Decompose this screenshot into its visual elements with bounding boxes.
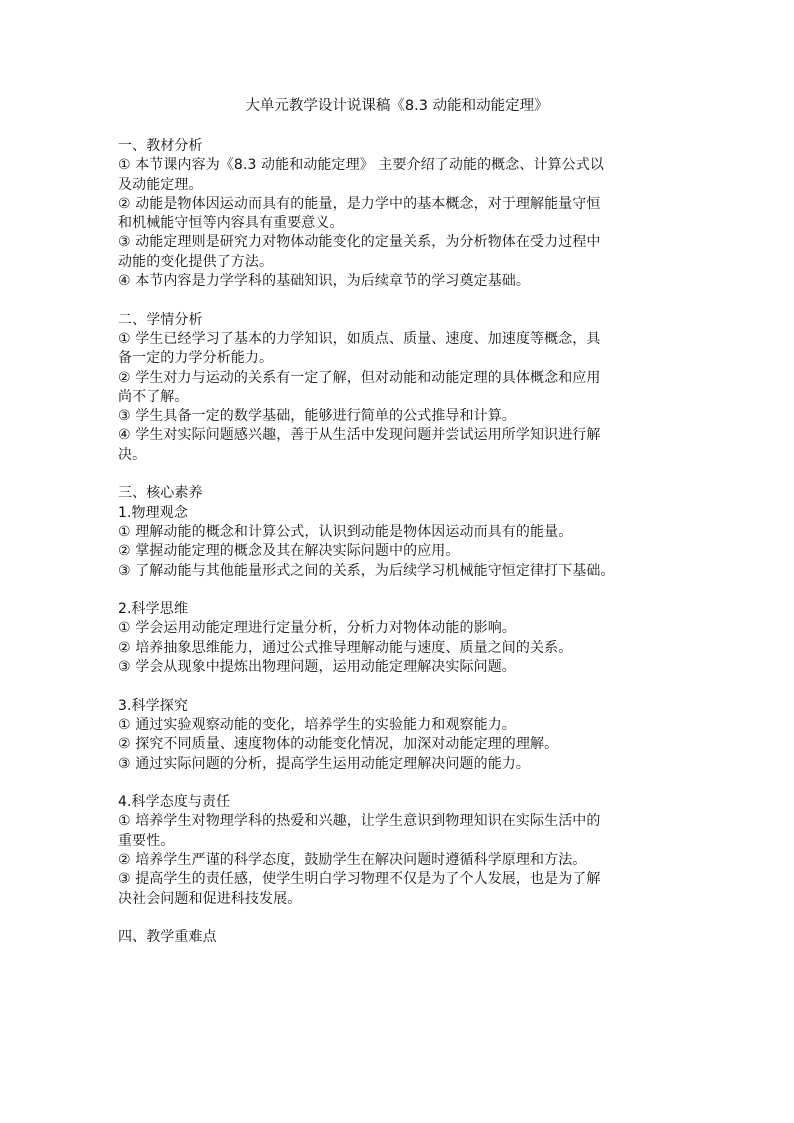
subheading-scientific-thinking: 2.科学思维	[118, 601, 188, 618]
blank-line	[118, 677, 678, 696]
blank-line	[118, 291, 678, 310]
paragraph-line: ① 学生已经学习了基本的力学知识，如质点、质量、速度、加速度等概念，具	[118, 330, 601, 347]
blank-line	[118, 465, 678, 484]
paragraph-line: ④ 学生对实际问题感兴趣，善于从生活中发现问题并尝试运用所学知识进行解	[118, 427, 601, 444]
paragraph-line: ② 探究不同质量、速度物体的动能变化情况，加深对动能定理的理解。	[118, 736, 559, 753]
paragraph-line: ① 通过实验观察动能的变化，培养学生的实验能力和观察能力。	[118, 716, 516, 733]
paragraph-line: ② 培养抽象思维能力，通过公式推导理解动能与速度、质量之间的关系。	[118, 639, 573, 656]
subheading-scientific-inquiry: 3.科学探究	[118, 697, 188, 714]
document-title: 大单元教学设计说课稿《8.3 动能和动能定理》	[245, 98, 549, 114]
paragraph-line: 备一定的力学分析能力。	[118, 350, 274, 367]
paragraph-line: ② 培养学生严谨的科学态度，鼓励学生在解决问题时遵循科学原理和方法。	[118, 851, 587, 868]
paragraph-line: ② 学生对力与运动的关系有一定了解，但对动能和动能定理的具体概念和应用	[118, 369, 601, 386]
paragraph-line: ① 学会运用动能定理进行定量分析，分析力对物体动能的影响。	[118, 620, 516, 637]
paragraph-line: ① 本节课内容为《8.3 动能和动能定理》 主要介绍了动能的概念、计算公式以	[118, 157, 604, 174]
paragraph-line: ③ 了解动能与其他能量形式之间的关系，为后续学习机械能守恒定律打下基础。	[118, 562, 615, 579]
paragraph-line: ① 培养学生对物理学科的热爱和兴趣，让学生意识到物理知识在实际生活中的	[118, 813, 601, 830]
paragraph-line: 动能的变化提供了方法。	[118, 253, 274, 270]
paragraph-line: 和机械能守恒等内容具有重要意义。	[118, 215, 344, 232]
section-heading-student-analysis: 二、学情分析	[118, 311, 203, 328]
paragraph-line: 决。	[118, 446, 147, 463]
section-heading-key-difficult-points: 四、教学重难点	[118, 929, 217, 946]
paragraph-line: ② 掌握动能定理的概念及其在解决实际问题中的应用。	[118, 543, 460, 560]
paragraph-line: ① 理解动能的概念和计算公式，认识到动能是物体因运动而具有的能量。	[118, 523, 573, 540]
document-body	[118, 137, 678, 947]
blank-line	[118, 581, 678, 600]
paragraph-line: ③ 动能定理则是研究力对物体动能变化的定量关系，为分析物体在受力过程中	[118, 234, 601, 251]
paragraph-line: ③ 学生具备一定的数学基础，能够进行简单的公式推导和计算。	[118, 408, 516, 425]
paragraph-line: 决社会问题和促进科技发展。	[118, 890, 302, 907]
subheading-scientific-attitude: 4.科学态度与责任	[118, 794, 231, 811]
paragraph-line: 尚不了解。	[118, 388, 189, 405]
paragraph-line: ④ 本节内容是力学学科的基础知识，为后续章节的学习奠定基础。	[118, 273, 530, 290]
blank-line	[118, 909, 678, 928]
subheading-physics-concept: 1.物理观念	[118, 504, 188, 521]
paragraph-line: ③ 提高学生的责任感，使学生明白学习物理不仅是为了个人发展，也是为了解	[118, 871, 601, 888]
paragraph-line: ③ 通过实际问题的分析，提高学生运用动能定理解决问题的能力。	[118, 755, 530, 772]
paragraph-line: ② 动能是物体因运动而具有的能量，是力学中的基本概念，对于理解能量守恒	[118, 195, 601, 212]
section-heading-core-literacy: 三、核心素养	[118, 485, 203, 502]
paragraph-line: 重要性。	[118, 832, 175, 849]
paragraph-line: 及动能定理。	[118, 176, 203, 193]
section-heading-teaching-material-analysis: 一、教材分析	[118, 138, 203, 154]
paragraph-line: ③ 学会从现象中提炼出物理问题，运用动能定理解决实际问题。	[118, 659, 516, 676]
blank-line	[118, 774, 678, 793]
